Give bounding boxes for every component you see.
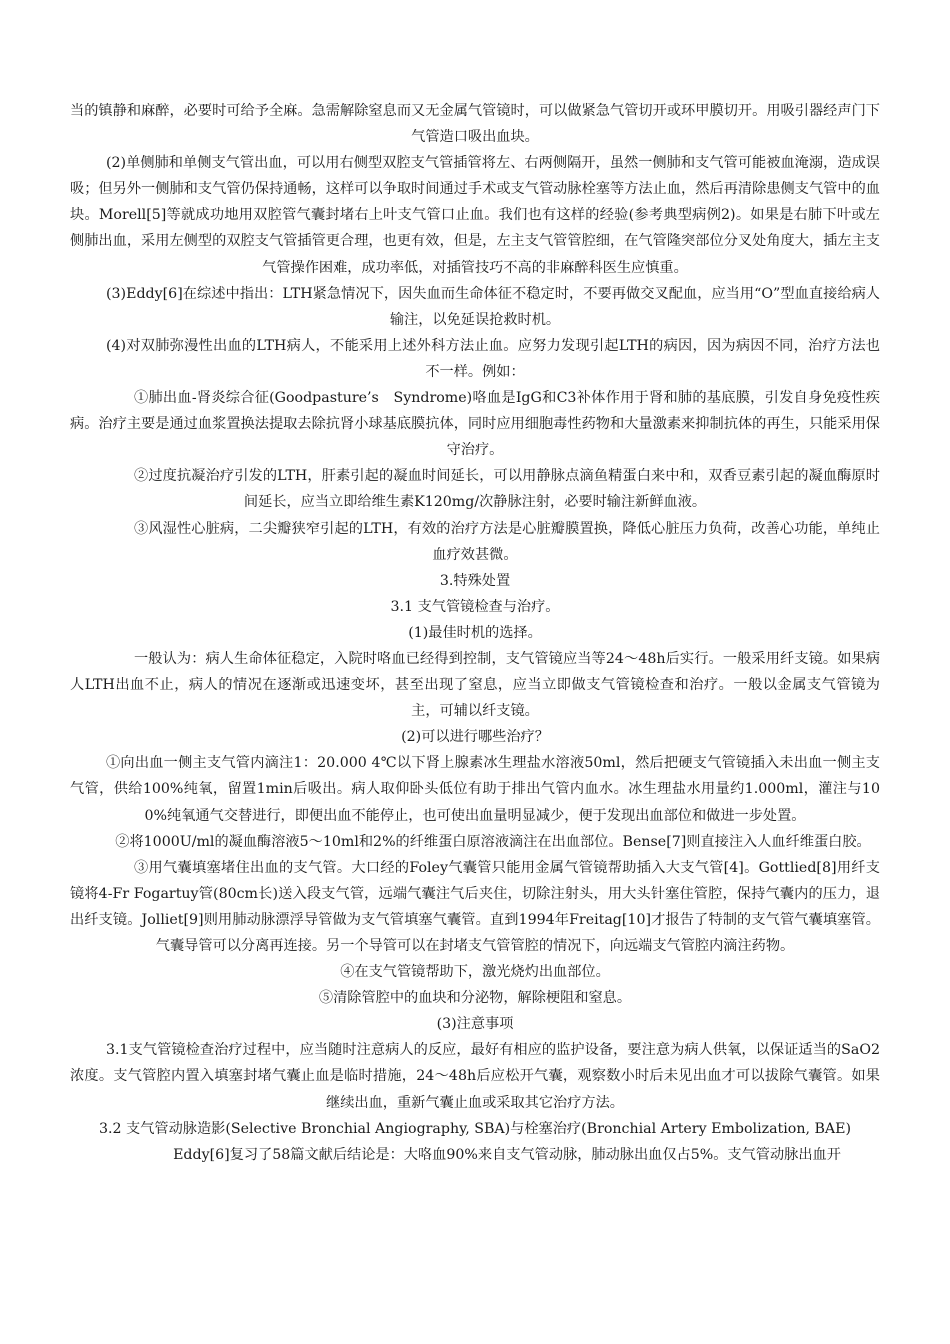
paragraph-treatment-5: ⑤清除管腔中的血块和分泌物，解除梗阻和窒息。 bbox=[318, 990, 632, 1007]
paragraph-anesthesia-continuation: 当的镇静和麻醉，必要时可给予全麻。急需解除窒息而又无金属气管镜时，可以做紧急气管切开或环甲膜切开。用吸引器经声门下气管造口吸出血块。 bbox=[70, 103, 880, 146]
paragraph-precautions: 3.1支气管镜检查治疗过程中，应当随时注意病人的反应，最好有相应的监护设备，要注意为病人供氧，以保证适当的SaO2浓度。支气管腔内置入填塞封堵气囊止血是临时措施，24～48h后应松开气囊，观察数小时后未见出血才可以拔除气囊管。如果继续出血，重新气囊止血或采取其它治疗方法。 bbox=[70, 1042, 880, 1111]
subheading-timing: (1)最佳时机的选择。 bbox=[408, 624, 542, 641]
paragraph-treatment-2: ②将1000U/ml的凝血酶溶液5～10ml和2%的纤维蛋白原溶液滴注在出血部位。Bense[7]则直接注入人血纤维蛋白胶。 bbox=[115, 833, 871, 850]
paragraph-example-3: ③风湿性心脏病，二尖瓣狭窄引起的LTH，有效的治疗方法是心脏瓣膜置换，降低心脏压力负荷，改善心功能，单纯止血疗效甚微。 bbox=[134, 520, 880, 563]
paragraph-treatment-1: ①向出血一侧主支气管内滴注1：20.000 4℃以下肾上腺素冰生理盐水溶液50ml，然后把硬支气管镜插入未出血一侧主支气管，供给100%纯氧，留置1min后吸出。病人取仰卧头低位有助于排出气管内血水。冰生理盐水用量约1.000ml，灌注与100%纯氧通气交替进行，即便出血不能停止，也可使出血量明显减少，便于发现出血部位和做进一步处置。 bbox=[70, 755, 880, 824]
paragraph-item-4: (4)对双肺弥漫性出血的LTH病人，不能采用上述外科方法止血。应努力发现引起LTH的病因，因为病因不同，治疗方法也不一样。例如： bbox=[106, 337, 880, 380]
section-heading-3: 3.特殊处置 bbox=[439, 572, 511, 589]
paragraph-treatment-3: ③用气囊填塞堵住出血的支气管。大口经的Foley气囊管只能用金属气管镜帮助插入大支气管[4]。Gottlied[8]用纤支镜将4-Fr Fogartuy管(80cm长)送入段支气管，远端气囊注气后夹住，切除注射头，用大头针塞住管腔，保持气囊内的压力，退出纤支镜。Jolliet[9]则用肺动脉漂浮导管做为支气管填塞气囊管。直到1994年Freitag[10]才报告了特制的支气管气囊填塞管。气囊导管可以分离再连接。另一个导管可以在封堵支气管管腔的情况下，向远端支气管腔内滴注药物。 bbox=[70, 859, 880, 954]
subheading-treatments: (2)可以进行哪些治疗？ bbox=[401, 729, 549, 746]
paragraph-item-3: (3)Eddy[6]在综述中指出：LTH紧急情况下，因失血而生命体征不稳定时，不要再做交叉配血，应当用“O”型血直接给病人输注，以免延误抢救时机。 bbox=[106, 285, 880, 328]
paragraph-treatment-4: ④在支气管镜帮助下，激光烧灼出血部位。 bbox=[340, 964, 610, 981]
paragraph-eddy-review: Eddy[6]复习了58篇文献后结论是：大咯血90%来自支气管动脉，肺动脉出血仅占5%。支气管动脉出血开 bbox=[173, 1146, 841, 1163]
paragraph-example-2: ②过度抗凝治疗引发的LTH，肝素引起的凝血时间延长，可以用静脉点滴鱼精蛋白来中和，双香豆素引起的凝血酶原时间延长，应当立即给维生素K120mg/次静脉注射，必要时输注新鲜血液。 bbox=[134, 468, 880, 511]
subsection-heading-3-2: 3.2 支气管动脉造影(Selective Bronchial Angiography, SBA)与栓塞治疗(Bronchial Artery Embolization, BAE) bbox=[98, 1120, 852, 1137]
paragraph-item-2: (2)单侧肺和单侧支气管出血，可以用右侧型双腔支气管插管将左、右两侧隔开，虽然一侧肺和支气管可能被血淹溺，造成误吸；但另外一侧肺和支气管仍保持通畅，这样可以争取时间通过手术或支气管动脉栓塞等方法止血，然后再清除患侧支气管中的血块。Morell[5]等就成功地用双腔管气囊封堵右上叶支气管口止血。我们也有这样的经验(参考典型病例2)。如果是右肺下叶或左侧肺出血，采用左侧型的双腔支气管插管更合理，也更有效，但是，左主支气管管腔细，在气管隆突部位分叉处角度大，插左主支气管操作困难，成功率低，对插管技巧不高的非麻醉科医生应慎重。 bbox=[70, 155, 880, 276]
subsection-heading-3-1: 3.1 支气管镜检查与治疗。 bbox=[390, 598, 560, 615]
paragraph-timing: 一般认为：病人生命体征稳定，入院时咯血已经得到控制，支气管镜应当等24～48h后实行。一般采用纤支镜。如果病人LTH出血不止，病人的情况在逐渐或迅速变坏，甚至出现了窒息，应当立即做支气管镜检查和治疗。一般以金属支气管镜为主，可辅以纤支镜。 bbox=[70, 650, 880, 720]
paragraph-example-1: ①肺出血-肾炎综合征(Goodpasture’s Syndrome)咯血是IgG和C3补体作用于肾和肺的基底膜，引发自身免疫性疾病。治疗主要是通过血浆置换法提取去除抗肾小球基底膜抗体，同时应用细胞毒性药物和大量激素来抑制抗体的再生，只能采用保守治疗。 bbox=[70, 390, 880, 459]
subheading-precautions: (3)注意事项 bbox=[436, 1016, 514, 1033]
